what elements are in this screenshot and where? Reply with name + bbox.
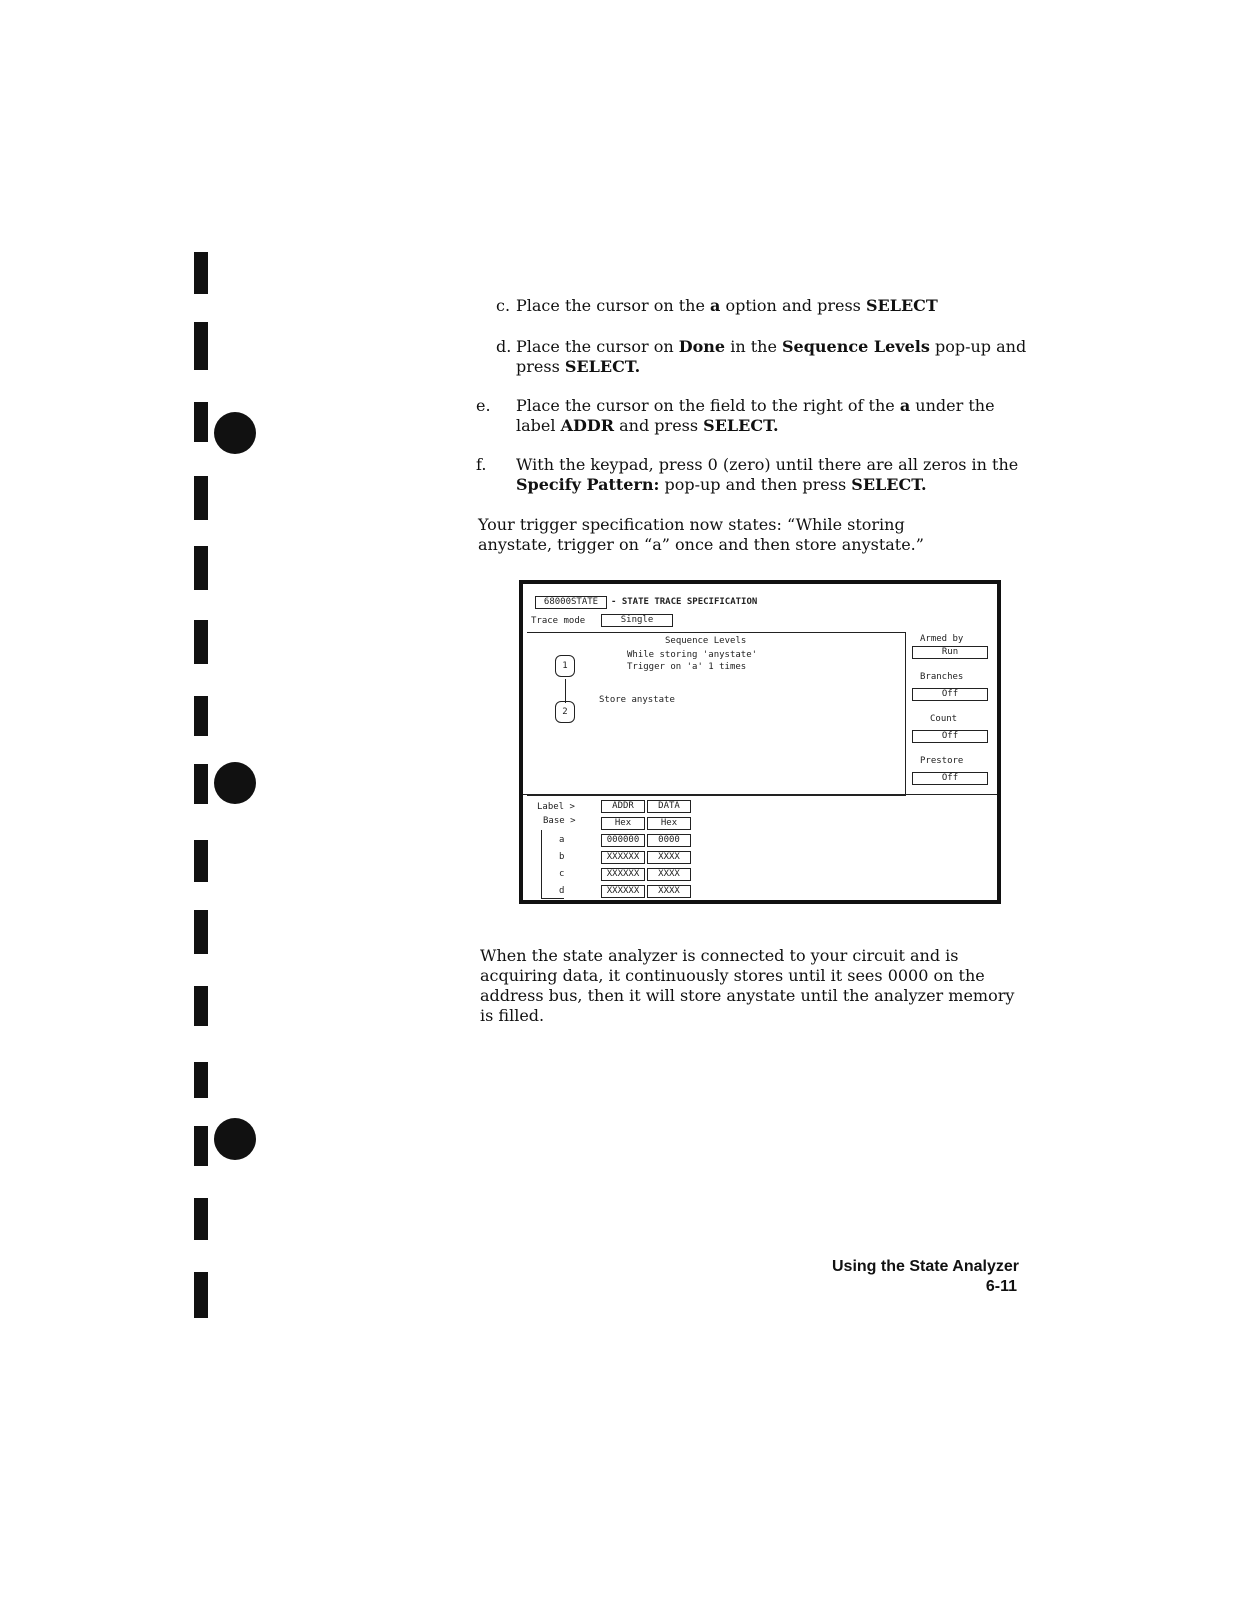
term-d-addr[interactable]: XXXXXX bbox=[601, 885, 645, 898]
trace-mode-label: Trace mode bbox=[531, 616, 586, 626]
step-c: c. Place the cursor on the a option and press SELECT bbox=[496, 296, 938, 315]
term-b-data[interactable]: XXXX bbox=[647, 851, 691, 864]
binder-mark bbox=[194, 322, 208, 370]
term-name: c bbox=[559, 869, 565, 879]
seq-line-store: Store anystate bbox=[599, 695, 675, 705]
binder-mark bbox=[194, 986, 208, 1026]
armed-by-label: Armed by bbox=[920, 634, 964, 644]
base-row-label: Base > bbox=[543, 816, 576, 826]
analyzer-name-field[interactable]: 68000STATE bbox=[535, 596, 607, 609]
binder-mark bbox=[194, 764, 208, 804]
term-c-data[interactable]: XXXX bbox=[647, 868, 691, 881]
sequence-node-1[interactable]: 1 bbox=[555, 655, 575, 677]
term-a-addr[interactable]: 000000 bbox=[601, 834, 645, 847]
binder-mark bbox=[194, 1062, 208, 1098]
page-number: 6-11 bbox=[985, 1278, 1017, 1295]
sequence-connector bbox=[565, 679, 566, 703]
seq-line-trigger: Trigger on 'a' 1 times bbox=[627, 662, 747, 672]
screen-divider bbox=[523, 794, 997, 795]
branches-field[interactable]: Off bbox=[912, 688, 988, 701]
binder-mark bbox=[194, 476, 208, 520]
binder-dot bbox=[214, 1118, 256, 1160]
label-row-label: Label > bbox=[537, 802, 575, 812]
prestore-label: Prestore bbox=[920, 756, 964, 766]
armed-by-field[interactable]: Run bbox=[912, 646, 988, 659]
analyzer-screen bbox=[519, 580, 1001, 904]
base-data[interactable]: Hex bbox=[647, 817, 691, 830]
base-addr[interactable]: Hex bbox=[601, 817, 645, 830]
binder-mark bbox=[194, 1272, 208, 1318]
trace-mode-field[interactable]: Single bbox=[601, 614, 673, 627]
outro-paragraph: When the state analyzer is connected to your circuit and is acquiring data, it continuously stores until it sees 0000 on the address bus, then it will store anystate until the analyzer memory is filled. bbox=[480, 946, 1015, 1025]
screen-title: - STATE TRACE SPECIFICATION bbox=[611, 597, 758, 607]
term-a-data[interactable]: 0000 bbox=[647, 834, 691, 847]
footer-title: Using the State Analyzer bbox=[831, 1258, 1019, 1275]
sequence-levels-title: Sequence Levels bbox=[665, 636, 747, 646]
term-d-data[interactable]: XXXX bbox=[647, 885, 691, 898]
prestore-field[interactable]: Off bbox=[912, 772, 988, 785]
step-d: d. Place the cursor on Done in the Sequence Levels pop-up and press SELECT. bbox=[496, 337, 1027, 376]
term-name: d bbox=[559, 886, 565, 896]
binder-mark bbox=[194, 1198, 208, 1240]
count-field[interactable]: Off bbox=[912, 730, 988, 743]
count-label: Count bbox=[930, 714, 958, 724]
binder-mark bbox=[194, 546, 208, 590]
trigger-options-panel bbox=[905, 632, 998, 794]
sequence-levels-panel bbox=[527, 632, 906, 796]
step-e: e. Place the cursor on the field to the right of the a under the label ADDR and press SELECT. bbox=[476, 396, 995, 435]
sequence-node-2[interactable]: 2 bbox=[555, 701, 575, 723]
seq-line-while: While storing 'anystate' bbox=[627, 650, 758, 660]
binder-mark bbox=[194, 620, 208, 664]
binder-mark bbox=[194, 840, 208, 882]
term-c-addr[interactable]: XXXXXX bbox=[601, 868, 645, 881]
binder-mark bbox=[194, 402, 208, 442]
intro-paragraph: Your trigger specification now states: “While storing anystate, trigger on “a” once and then store anystate.” bbox=[478, 515, 924, 554]
binder-dot bbox=[214, 762, 256, 804]
branches-label: Branches bbox=[920, 672, 964, 682]
binder-mark bbox=[194, 1126, 208, 1166]
binder-mark bbox=[194, 910, 208, 954]
binder-mark bbox=[194, 696, 208, 736]
term-name: a bbox=[559, 835, 565, 845]
label-addr[interactable]: ADDR bbox=[601, 800, 645, 813]
binder-mark bbox=[194, 252, 208, 294]
step-f: f. With the keypad, press 0 (zero) until there are all zeros in the Specify Pattern: pop-up and then press SELECT. bbox=[476, 455, 1019, 494]
label-data[interactable]: DATA bbox=[647, 800, 691, 813]
term-name: b bbox=[559, 852, 565, 862]
binder-dot bbox=[214, 412, 256, 454]
term-b-addr[interactable]: XXXXXX bbox=[601, 851, 645, 864]
